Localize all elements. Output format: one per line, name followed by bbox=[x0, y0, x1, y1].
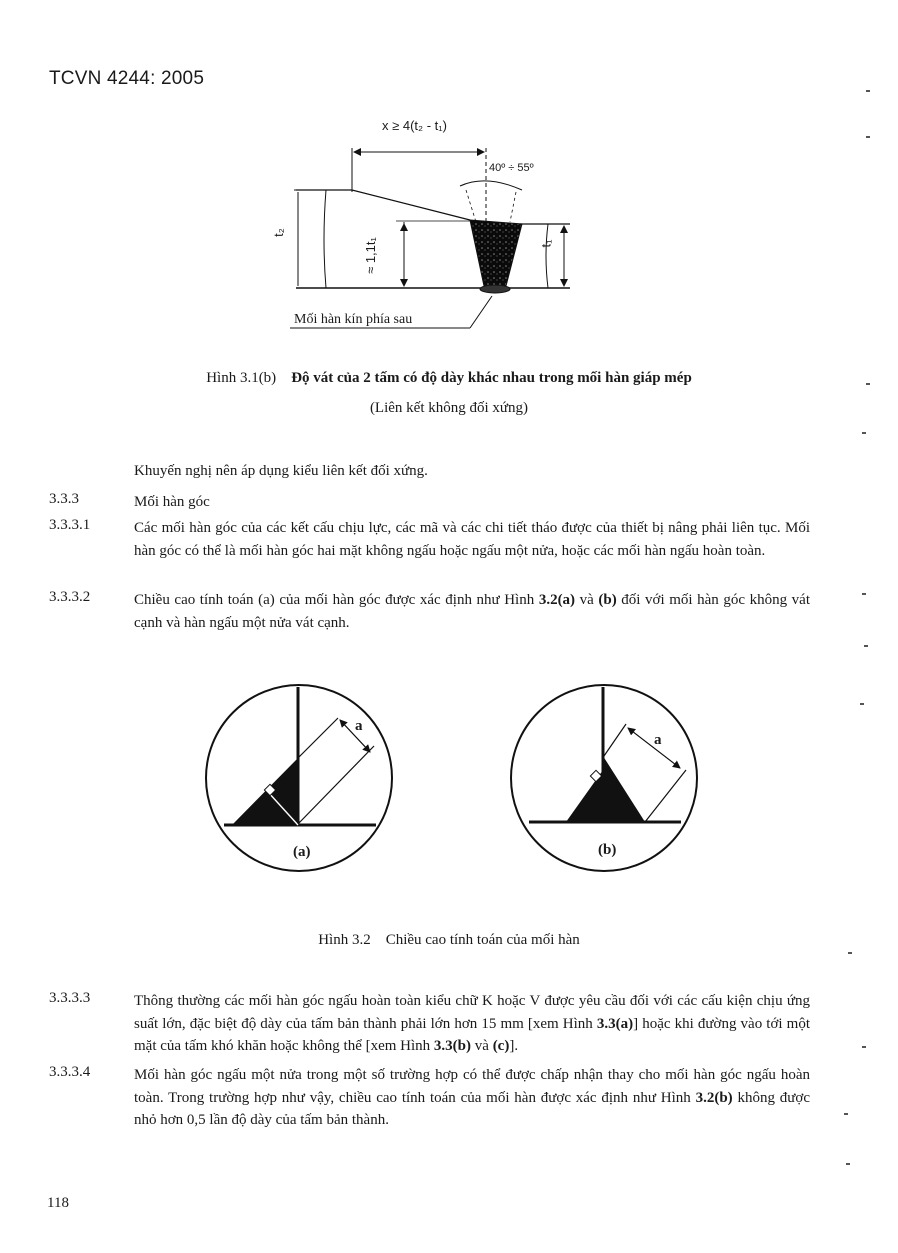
section-text: Các mối hàn góc của các kết cấu chịu lực, các mã và các chi tiết tháo được của thiết bị nâng phải liên tục. Mối hàn góc có thể là mối hàn góc hai mặt không ngấu hoặc ngấu một nửa, hoặc các mối hàn ngấu hoàn toàn. bbox=[134, 520, 810, 559]
section-number: 3.3.3.1 bbox=[49, 517, 91, 533]
document-header: TCVN 4244: 2005 bbox=[49, 68, 205, 89]
section-text bbox=[134, 990, 810, 1058]
section-number: 3.3.3.2 bbox=[49, 589, 91, 605]
t1-label: t₁ bbox=[538, 239, 554, 248]
text-run: Chiều cao tính toán (a) của mối hàn góc được xác định như Hình bbox=[134, 592, 539, 608]
section-title: Mối hàn góc bbox=[134, 494, 210, 510]
backweld-label: Mối hàn kín phía sau bbox=[294, 312, 413, 327]
text-run: không được nhỏ hơn 0,5 lần độ dày của tấm bản thành. bbox=[134, 1089, 810, 1128]
t2-label: t₂ bbox=[270, 228, 286, 237]
figure-reference: 3.2(a) bbox=[538, 592, 576, 608]
page-number: 118 bbox=[47, 1195, 69, 1211]
text-run: Mối hàn góc ngấu một nửa trong một số trường hợp có thể được chấp nhận thay cho mối hàn góc ngấu hoàn toàn. Trong trường hợp như vậy, chiều cao tính toán của mối hàn được xác định như Hình bbox=[134, 1067, 810, 1106]
text-run: Thông thường các mối hàn góc ngấu hoàn toàn kiểu chữ K hoặc V được yêu cầu đối với các cấu kiện chịu ứng suất lớn, đặc biệt độ dày của tấm bản thành phải lớn hơn 15 mm [xem Hình bbox=[134, 993, 810, 1032]
text-run: ] hoặc khi đường vào tới một mặt của tấm khó khăn hoặc không thể [xem Hình bbox=[134, 1015, 810, 1054]
a-dimension-label: a bbox=[654, 732, 662, 748]
figure-reference: (c) bbox=[492, 1038, 510, 1054]
thickness-1-1t1-label: ≈ 1,1t₁ bbox=[362, 237, 378, 274]
dimension-x-label: x ≥ 4(t₂ - t₁) bbox=[382, 118, 447, 133]
subfigure-label-a: (a) bbox=[293, 844, 311, 860]
section-number: 3.3.3.4 bbox=[49, 1064, 91, 1080]
text-run: đối với mối hàn góc không vát cạnh và hàn ngấu một nửa vát cạnh. bbox=[134, 592, 810, 631]
figure-3-2-caption: Hình 3.2 Chiều cao tính toán của mối hàn bbox=[318, 932, 580, 948]
text-run: và bbox=[575, 592, 599, 608]
subfigure-label-b: (b) bbox=[598, 842, 617, 858]
section-number: 3.3.3.3 bbox=[49, 990, 91, 1006]
figure-3-1b-subcaption: (Liên kết không đối xứng) bbox=[369, 400, 529, 416]
figure-reference: 3.2(b) bbox=[695, 1089, 733, 1106]
section-text bbox=[134, 589, 810, 634]
text-run: ]. bbox=[509, 1038, 519, 1054]
angle-label: 40º ÷ 55º bbox=[489, 162, 534, 174]
figure-3-2-diagram bbox=[200, 680, 700, 880]
section-number: 3.3.3 bbox=[49, 491, 79, 507]
figure-number: Hình 3.1(b) bbox=[206, 370, 277, 386]
figure-reference: 3.3(a) bbox=[596, 1015, 634, 1032]
recommendation-text: Khuyến nghị nên áp dụng kiểu liên kết đối xứng. bbox=[134, 463, 428, 479]
figure-3-1b-caption bbox=[0, 370, 898, 387]
figure-reference: (b) bbox=[598, 592, 617, 608]
figure-3-1b-diagram bbox=[260, 105, 600, 335]
section-text bbox=[134, 1064, 810, 1132]
figure-title: Độ vát của 2 tấm có độ dày khác nhau trong mối hàn giáp mép bbox=[291, 370, 692, 386]
a-dimension-label: a bbox=[355, 718, 363, 734]
figure-reference: 3.3(b) bbox=[433, 1038, 472, 1054]
text-run: và bbox=[471, 1038, 493, 1054]
